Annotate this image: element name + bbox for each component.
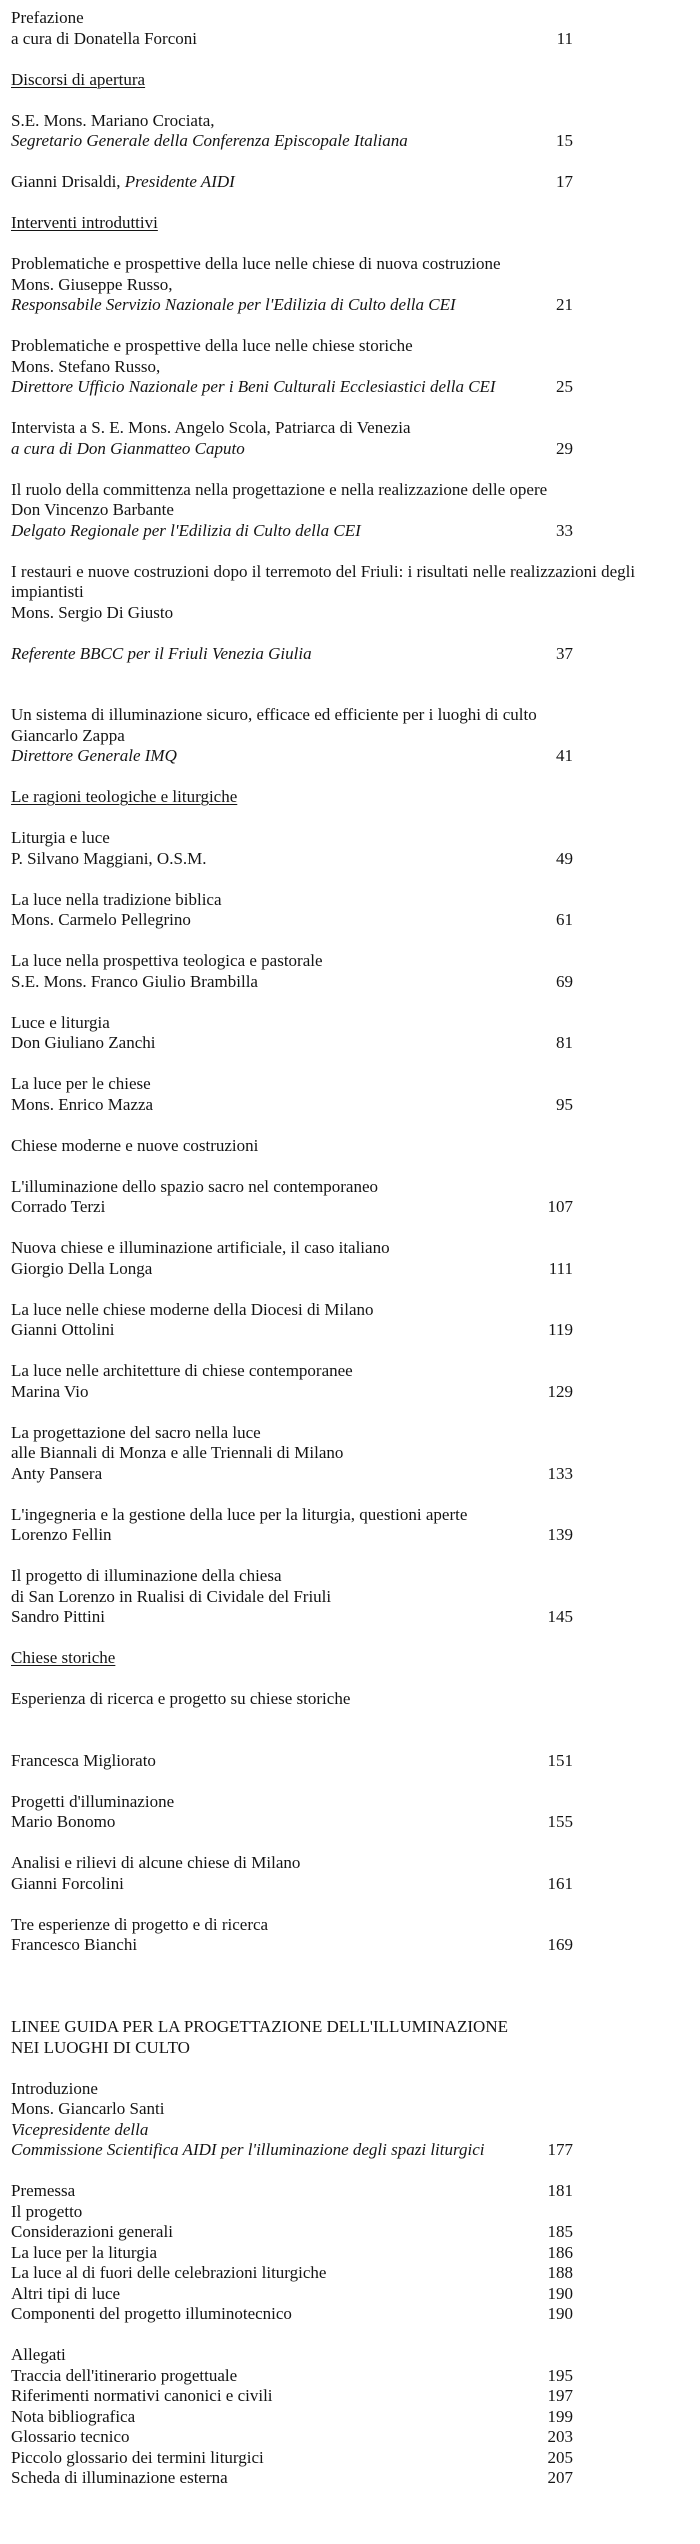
entry-text: Gianni Ottolini [11, 1320, 115, 1339]
toc-line [11, 1792, 700, 1813]
page-number: 195 [547, 2365, 573, 2385]
toc-line [11, 1238, 700, 1259]
toc-line [11, 1197, 700, 1218]
entry-text: Problematiche e prospettive della luce nelle chiese di nuova costruzione [11, 254, 501, 273]
toc-line [11, 1587, 700, 1608]
entry-text: La luce al di fuori delle celebrazioni liturgiche [11, 2263, 327, 2282]
toc-line [11, 1915, 700, 1936]
entry-text: Francesco Bianchi [11, 1935, 138, 1954]
entry-text: La progettazione del sacro nella luce [11, 1422, 261, 1442]
entry-text: Sandro Pittini [11, 1607, 105, 1626]
page-number: 145 [547, 1607, 573, 1626]
toc-line [11, 1751, 700, 1772]
toc-entry [11, 1792, 700, 1833]
page-number: 41 [556, 746, 573, 765]
toc-line [11, 111, 700, 132]
entry-text: Mons. Stefano Russo, [11, 356, 161, 376]
page-number: 33 [556, 520, 573, 540]
section-heading-text: Le ragioni teologiche e liturgiche [11, 787, 238, 806]
toc-section-heading [11, 2017, 700, 2058]
page-number: 139 [547, 1525, 573, 1544]
page-number: 11 [556, 28, 573, 48]
toc-line [11, 2448, 700, 2469]
entry-text: Referente BBCC per il Friuli Venezia Giulia [11, 643, 312, 663]
toc-entry [11, 562, 700, 624]
entry-text: Componenti del progetto illuminotecnico [11, 2304, 292, 2323]
page-number: 203 [547, 2427, 573, 2446]
page-number: 207 [547, 2468, 573, 2487]
toc-line [11, 357, 700, 378]
toc-line [11, 377, 700, 398]
page-number: 186 [547, 2242, 573, 2262]
toc-line [11, 603, 700, 624]
toc-line [11, 1300, 700, 1321]
toc-section-heading [11, 1136, 700, 1157]
toc-section-heading [11, 70, 700, 91]
entry-text: a cura di Donatella Forconi [11, 28, 197, 48]
toc-entry [11, 1361, 700, 1402]
page-number: 107 [547, 1197, 573, 1216]
toc-line [11, 2304, 700, 2325]
entry-text-segment: Presidente AIDI [124, 172, 235, 191]
toc-entry [11, 172, 700, 193]
entry-text: Responsabile Servizio Nazionale per l'Edilizia di Culto della CEI [11, 295, 456, 314]
entry-text: impiantisti [11, 582, 84, 601]
toc-section-heading [11, 213, 700, 234]
toc-entry [11, 951, 700, 992]
page-number: 199 [547, 2406, 573, 2426]
page-number: 21 [556, 295, 573, 314]
toc-line [11, 2407, 700, 2428]
toc-line [11, 1812, 700, 1833]
toc-entry [11, 336, 700, 398]
toc-line [11, 1361, 700, 1382]
toc-line [11, 582, 700, 603]
toc-entry [11, 2181, 700, 2325]
toc-entry [11, 828, 700, 869]
toc-line [11, 213, 700, 234]
toc-line [11, 787, 700, 808]
toc-entry [11, 111, 700, 152]
entry-text: Intervista a S. E. Mons. Angelo Scola, Patriarca di Venezia [11, 418, 411, 437]
section-heading-text: Interventi introduttivi [11, 213, 158, 232]
entry-text: Corrado Terzi [11, 1197, 106, 1216]
toc-entry [11, 705, 700, 767]
entry-text: Altri tipi di luce [11, 2283, 121, 2303]
page-number: 49 [556, 848, 573, 868]
entry-text: Mons. Giancarlo Santi [11, 2099, 165, 2118]
page-number: 205 [547, 2447, 573, 2467]
toc-line [11, 1320, 700, 1341]
toc-line [11, 1525, 700, 1546]
entry-text: Giorgio Della Longa [11, 1258, 153, 1278]
toc-line [11, 2366, 700, 2387]
toc-line [11, 2427, 700, 2448]
toc-line [11, 439, 700, 460]
entry-text: Il ruolo della committenza nella progettazione e nella realizzazione delle opere [11, 479, 548, 499]
entry-text: Anty Pansera [11, 1463, 103, 1483]
toc-section-heading [11, 1689, 700, 1710]
toc-line [11, 2120, 700, 2141]
entry-text: Riferimenti normativi canonici e civili [11, 2386, 273, 2405]
toc-line [11, 2181, 700, 2202]
entry-text: di San Lorenzo in Rualisi di Cividale del Friuli [11, 1586, 332, 1606]
toc-line [11, 2140, 700, 2161]
toc-line [11, 275, 700, 296]
page-number: 185 [547, 2222, 573, 2241]
toc-line [11, 972, 700, 993]
entry-text: Un sistema di illuminazione sicuro, efficace ed efficiente per i luoghi di culto [11, 705, 537, 724]
entry-text: Don Vincenzo Barbante [11, 500, 174, 519]
toc-line [11, 849, 700, 870]
toc-line [11, 1136, 700, 1157]
entry-text: Problematiche e prospettive della luce nelle chiese storiche [11, 336, 413, 355]
entry-text: Nota bibliografica [11, 2406, 136, 2426]
toc-entry [11, 1074, 700, 1115]
toc-line [11, 1607, 700, 1628]
section-heading-text: Chiese storiche [11, 1648, 116, 1667]
entry-text: Allegati [11, 2345, 66, 2364]
entry-text: Liturgia e luce [11, 828, 110, 847]
page-number: 37 [556, 643, 573, 663]
toc-line [11, 480, 700, 501]
entry-text: Commissione Scientifica AIDI per l'illuminazione degli spazi liturgici [11, 2140, 485, 2159]
toc-line [11, 295, 700, 316]
toc-line [11, 336, 700, 357]
page-number: 133 [547, 1463, 573, 1483]
toc-line [11, 2345, 700, 2366]
entry-text: Traccia dell'itinerario progettuale [11, 2365, 238, 2385]
page-number: 197 [547, 2386, 573, 2405]
entry-text: La luce nelle architetture di chiese contemporanee [11, 1361, 353, 1380]
page-number: 188 [547, 2263, 573, 2282]
entry-text: Don Giuliano Zanchi [11, 1033, 156, 1052]
toc-line [11, 1648, 700, 1669]
entry-text: Tre esperienze di progetto e di ricerca [11, 1914, 269, 1934]
toc-line [11, 2222, 700, 2243]
toc-entry [11, 254, 700, 316]
page-number: 61 [556, 910, 573, 929]
toc-section-heading [11, 1648, 700, 1669]
entry-text: Il progetto [11, 2201, 83, 2221]
entry-text: Piccolo glossario dei termini liturgici [11, 2447, 264, 2467]
entry-text: Lorenzo Fellin [11, 1525, 112, 1544]
toc-line [11, 1505, 700, 1526]
toc-line [11, 1874, 700, 1895]
section-heading-text: Chiese moderne e nuove costruzioni [11, 1135, 259, 1155]
page-number: 155 [547, 1812, 573, 1831]
entry-text: La luce per la liturgia [11, 2242, 158, 2262]
page-number: 181 [547, 2181, 573, 2200]
toc-line [11, 1177, 700, 1198]
toc-line [11, 1382, 700, 1403]
toc-entry [11, 1505, 700, 1546]
entry-text: Considerazioni generali [11, 2222, 173, 2241]
page-number: 129 [547, 1381, 573, 1401]
page-number: 151 [547, 1750, 573, 1770]
entry-text: Gianni Forcolini [11, 1873, 124, 1893]
entry-text [11, 172, 235, 191]
toc-line [11, 1689, 700, 1710]
toc-line [11, 1074, 700, 1095]
toc-entry [11, 644, 700, 665]
entry-text: alle Biannali di Monza e alle Triennali di Milano [11, 1443, 344, 1462]
entry-text: Mons. Giuseppe Russo, [11, 274, 173, 294]
toc-entry [11, 890, 700, 931]
toc-entry [11, 1013, 700, 1054]
toc-line [11, 726, 700, 747]
entry-text: Premessa [11, 2181, 76, 2200]
entry-text-segment: Gianni Drisaldi, [11, 172, 125, 191]
toc-line [11, 131, 700, 152]
section-heading-text: Discorsi di apertura [11, 69, 146, 89]
entry-text: Scheda di illuminazione esterna [11, 2468, 228, 2487]
toc-entry [11, 1853, 700, 1894]
toc-line [11, 1443, 700, 1464]
toc-line [11, 2468, 700, 2489]
page-number: 190 [547, 2283, 573, 2303]
entry-text: Direttore Generale IMQ [11, 746, 177, 765]
toc-entry [11, 1751, 700, 1772]
toc-line [11, 2284, 700, 2305]
entry-text: Mario Bonomo [11, 1812, 116, 1831]
toc-entry [11, 418, 700, 459]
page-number: 169 [547, 1935, 573, 1954]
page-number: 177 [547, 2140, 573, 2159]
page-number: 81 [556, 1033, 573, 1052]
toc-entry [11, 480, 700, 542]
toc-line [11, 910, 700, 931]
toc-line [11, 8, 700, 29]
toc-line [11, 890, 700, 911]
toc-line [11, 1259, 700, 1280]
toc-line [11, 2243, 700, 2264]
toc-line [11, 746, 700, 767]
page-number: 111 [548, 1258, 573, 1278]
entry-text: Glossario tecnico [11, 2427, 130, 2446]
section-heading-text: Esperienza di ricerca e progetto su chiese storiche [11, 1689, 351, 1708]
toc-line [11, 705, 700, 726]
toc-line [11, 1853, 700, 1874]
toc-entry [11, 2079, 700, 2161]
toc-entry [11, 2345, 700, 2489]
entry-text: S.E. Mons. Mariano Crociata, [11, 110, 215, 130]
entry-text: La luce nelle chiese moderne della Diocesi di Milano [11, 1299, 374, 1319]
page-number: 17 [556, 172, 573, 191]
entry-text: S.E. Mons. Franco Giulio Brambilla [11, 971, 258, 991]
toc-line [11, 2017, 700, 2038]
entry-text: Analisi e rilievi di alcune chiese di Milano [11, 1853, 301, 1872]
entry-text: La luce per le chiese [11, 1074, 151, 1093]
entry-text: L'ingegneria e la gestione della luce per la liturgia, questioni aperte [11, 1504, 468, 1524]
entry-text: a cura di Don Gianmatteo Caputo [11, 438, 245, 458]
toc-line [11, 29, 700, 50]
entry-text: Giancarlo Zappa [11, 725, 125, 745]
entry-text: Il progetto di illuminazione della chiesa [11, 1566, 282, 1585]
toc-line [11, 70, 700, 91]
section-heading-text: NEI LUOGHI DI CULTO [11, 2037, 190, 2057]
page-number: 69 [556, 971, 573, 991]
toc-line [11, 172, 700, 193]
toc-line [11, 2386, 700, 2407]
entry-text: Progetti d'illuminazione [11, 1791, 175, 1811]
entry-text: Prefazione [11, 8, 84, 27]
toc-section-heading [11, 787, 700, 808]
page-number: 29 [556, 438, 573, 458]
page-number: 15 [556, 131, 573, 150]
entry-text: P. Silvano Maggiani, O.S.M. [11, 848, 207, 868]
page-number: 119 [548, 1320, 573, 1339]
entry-text: Luce e liturgia [11, 1012, 110, 1032]
toc-line [11, 1013, 700, 1034]
section-heading-text: LINEE GUIDA PER LA PROGETTAZIONE DELL'ILLUMINAZIONE [11, 2017, 508, 2036]
entry-text: Introduzione [11, 2078, 98, 2098]
toc-entry [11, 1177, 700, 1218]
entry-text: La luce nella tradizione biblica [11, 889, 222, 909]
toc-line [11, 1423, 700, 1444]
toc-line [11, 1566, 700, 1587]
toc-line [11, 418, 700, 439]
toc-line [11, 828, 700, 849]
page-number: 190 [547, 2304, 573, 2323]
toc-line [11, 2079, 700, 2100]
toc-line [11, 2038, 700, 2059]
toc-line [11, 254, 700, 275]
page-number: 95 [556, 1094, 573, 1114]
toc-entry [11, 1423, 700, 1485]
toc-line [11, 1464, 700, 1485]
toc-line [11, 500, 700, 521]
entry-text: Mons. Carmelo Pellegrino [11, 910, 191, 929]
toc-entry [11, 1915, 700, 1956]
toc-line [11, 644, 700, 665]
toc-line [11, 2099, 700, 2120]
entry-text: Vicepresidente della [11, 2119, 149, 2139]
entry-text: Francesca Migliorato [11, 1750, 156, 1770]
page-number: 25 [556, 377, 573, 396]
toc-entry [11, 8, 700, 49]
toc-line [11, 2263, 700, 2284]
page-number: 161 [547, 1873, 573, 1893]
toc-line [11, 1033, 700, 1054]
toc-entry [11, 1300, 700, 1341]
toc-line [11, 1935, 700, 1956]
entry-text: Direttore Ufficio Nazionale per i Beni Culturali Ecclesiastici della CEI [11, 377, 496, 396]
entry-text: Delgato Regionale per l'Edilizia di Culto della CEI [11, 520, 361, 540]
toc-line [11, 2202, 700, 2223]
toc-entry [11, 1566, 700, 1628]
entry-text: La luce nella prospettiva teologica e pastorale [11, 951, 323, 970]
entry-text: Mons. Enrico Mazza [11, 1094, 154, 1114]
toc-line [11, 1095, 700, 1116]
toc-entry [11, 1238, 700, 1279]
entry-text: Mons. Sergio Di Giusto [11, 602, 174, 622]
toc-line [11, 951, 700, 972]
entry-text: Marina Vio [11, 1381, 89, 1401]
toc-line [11, 562, 700, 583]
entry-text: Segretario Generale della Conferenza Episcopale Italiana [11, 131, 408, 150]
toc-line [11, 521, 700, 542]
entry-text: I restauri e nuove costruzioni dopo il terremoto del Friuli: i risultati nelle realizzazioni degli [11, 561, 636, 581]
entry-text: L'illuminazione dello spazio sacro nel contemporaneo [11, 1176, 379, 1196]
entry-text: Nuova chiese e illuminazione artificiale, il caso italiano [11, 1238, 390, 1257]
